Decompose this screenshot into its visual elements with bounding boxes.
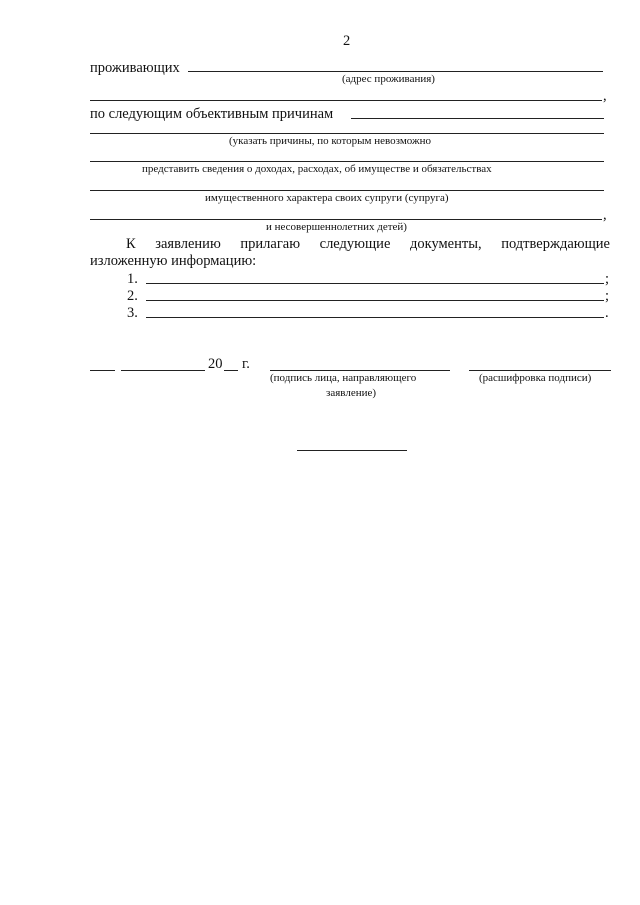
date-month-line [121,370,205,371]
intro-word: документы, [409,236,482,252]
signer-caption-line-2: заявление) [326,387,377,399]
residing-continuation-line [90,100,602,101]
attachment-item-2-number: 2. [127,288,138,304]
reasons-line-5 [90,219,602,220]
signer-caption-line-1: (подпись лица, направляющего [270,372,417,384]
reasons-line-2 [90,133,604,134]
attachment-item-1-line [146,283,604,284]
reasons-caption-3: имущественного характера своих супруги (супруга) [205,192,449,204]
reasons-caption-1: (указать причины, по которым невозможно [229,135,432,147]
intro-word: заявлению [155,236,221,252]
date-year-suffix: г. [242,356,250,372]
residing-line-end: , [603,88,607,104]
reasons-line-end: , [603,207,607,223]
reasons-line-4 [90,190,604,191]
intro-word: К [126,236,136,252]
intro-word: подтверждающие [501,236,610,252]
reasons-label: по следующим объективным причинам [90,106,334,122]
signature-decoding-line [469,370,611,371]
intro-word: прилагаю [240,236,301,252]
attachment-item-2-line [146,300,604,301]
reasons-caption-2: представить сведения о доходах, расходах, об имуществе и обязательствах [142,163,492,175]
signature-decoding-caption: (расшифровка подписи) [479,372,592,384]
residing-address-caption: (адрес проживания) [342,73,435,85]
reasons-caption-4: и несовершеннолетних детей) [266,221,407,233]
attachments-intro-line-1 [126,236,610,253]
closing-separator [297,450,407,451]
signer-signature-line [270,370,450,371]
attachment-item-3-number: 3. [127,305,138,321]
residing-address-line [188,71,603,72]
attachment-item-3-end: . [605,305,609,321]
attachment-item-2-end: ; [605,288,610,304]
attachment-item-1-number: 1. [127,271,138,287]
reasons-line-1 [351,118,604,119]
attachments-intro-line-2: изложенную информацию: [90,253,257,269]
page-number: 2 [343,33,351,49]
date-year-prefix: 20 [208,356,223,372]
attachment-item-1-end: ; [605,271,610,287]
date-day-line [90,370,115,371]
residing-label: проживающих [90,60,180,76]
intro-word: следующие [319,236,391,252]
date-year-line [224,370,238,371]
attachment-item-3-line [146,317,604,318]
reasons-line-3 [90,161,604,162]
